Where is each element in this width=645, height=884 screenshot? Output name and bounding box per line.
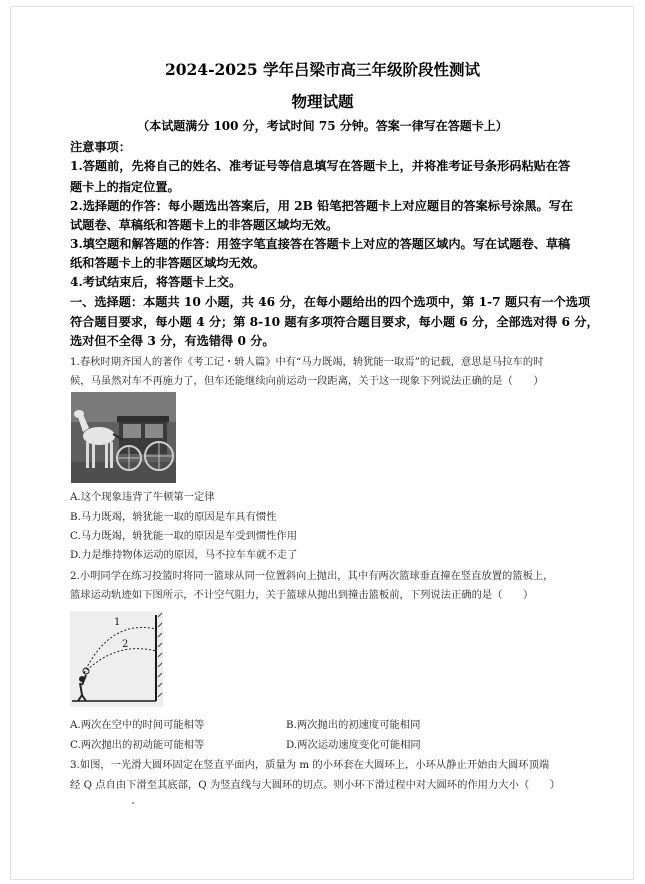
notice-line: 4.考试结束后，将答题卡上交。 <box>70 275 242 289</box>
section-line: 符合题目要求，每小题 4 分；第 8-10 题有多项符合题目要求，每小题 6 分，全部选对得 6 分， <box>70 315 599 329</box>
notice-heading: 注意事项： <box>70 140 131 154</box>
exam-subject: 物理试题 <box>291 92 354 111</box>
q1-option: D.力是维持物体运动的原因，马不拉车车就不走了 <box>70 549 298 561</box>
scan-dot <box>132 802 134 804</box>
notice-line: 3.填空题和解答题的作答：用签字笔直接答在答题卡上对应的答题区域内。写在试题卷、草稿 <box>70 237 571 251</box>
q2-option-a: A.两次在空中的时间可能相等 <box>70 719 205 731</box>
notice-line: 试题卷、草稿纸和答题卡上的非答题区域均无效。 <box>70 218 339 232</box>
notice-line: 纸和答题卡上的非答题区域均无效。 <box>70 256 265 270</box>
q1-stem-line: 1.春秋时期齐国人的著作《考工记・辀人篇》中有“马力既竭，辀犹能一取焉”的记载，意思是马拉车的时 <box>70 356 544 368</box>
basketball-trajectory-figure <box>70 611 163 707</box>
exam-note: （本试题满分 100 分，考试时间 75 分钟。答案一律写在答题卡上） <box>137 119 508 133</box>
horse-carriage-photo <box>71 392 176 483</box>
q2-option-b: B.两次抛出的初速度可能相同 <box>286 719 421 731</box>
q2-stem-line: 2.小明同学在练习投篮时将同一篮球从同一位置斜向上抛出，其中有两次篮球垂直撞在竖直放置的篮板上， <box>70 570 554 582</box>
trajectory-label-1: 1 <box>114 617 121 628</box>
notice-line: 1.答题前，先将自己的姓名、准考证号等信息填写在答题卡上，并将准考证号条形码粘贴在答 <box>70 159 571 173</box>
q2-option-c: C.两次抛出的初动能可能相等 <box>70 739 205 751</box>
q1-stem-line: 候，马虽然对车不再施力了，但车还能继续向前运动一段距离，关于这一现象下列说法正确的是（ ） <box>70 375 544 387</box>
q1-option: B.马力既竭，辀犹能一取的原因是车具有惯性 <box>70 511 277 523</box>
trajectory-label-2: 2 <box>122 639 129 650</box>
q3-stem-line: 经 Q 点自由下滑至其底部，Q 为竖直线与大圆环的切点。则小环下滑过程中对大圆环的作用力大小（ ） <box>70 779 561 791</box>
notice-line: 题卡上的指定位置。 <box>70 180 180 194</box>
q1-option: C.马力既竭，辀犹能一取的原因是车受到惯性作用 <box>70 530 298 542</box>
section-line: 一、选择题：本题共 10 小题，共 46 分，在每小题给出的四个选项中，第 1-7 题只有一个选项 <box>70 295 591 309</box>
q3-stem-line: 3.如图，一光滑大圆环固定在竖直平面内，质量为 m 的小环套在大圆环上，小环从静止开始由大圆环顶端 <box>70 759 550 771</box>
q2-option-d: D.两次运动速度变化可能相同 <box>286 739 421 751</box>
horse-carriage-illustration <box>71 392 176 483</box>
notice-line: 2.选择题的作答：每小题选出答案后，用 2B 铅笔把答题卡上对应题目的答案标号涂黑。写在 <box>70 199 574 213</box>
q1-option: A.这个现象违背了牛顿第一定律 <box>70 491 215 503</box>
section-line: 选对但不全得 3 分，有选错得 0 分。 <box>70 334 275 348</box>
exam-title: 2024-2025 学年吕梁市高三年级阶段性测试 <box>164 60 481 79</box>
q2-stem-line: 篮球运动轨迹如下图所示，不计空气阻力，关于篮球从抛出到撞击篮板前，下列说法正确的是（ ） <box>70 589 534 601</box>
